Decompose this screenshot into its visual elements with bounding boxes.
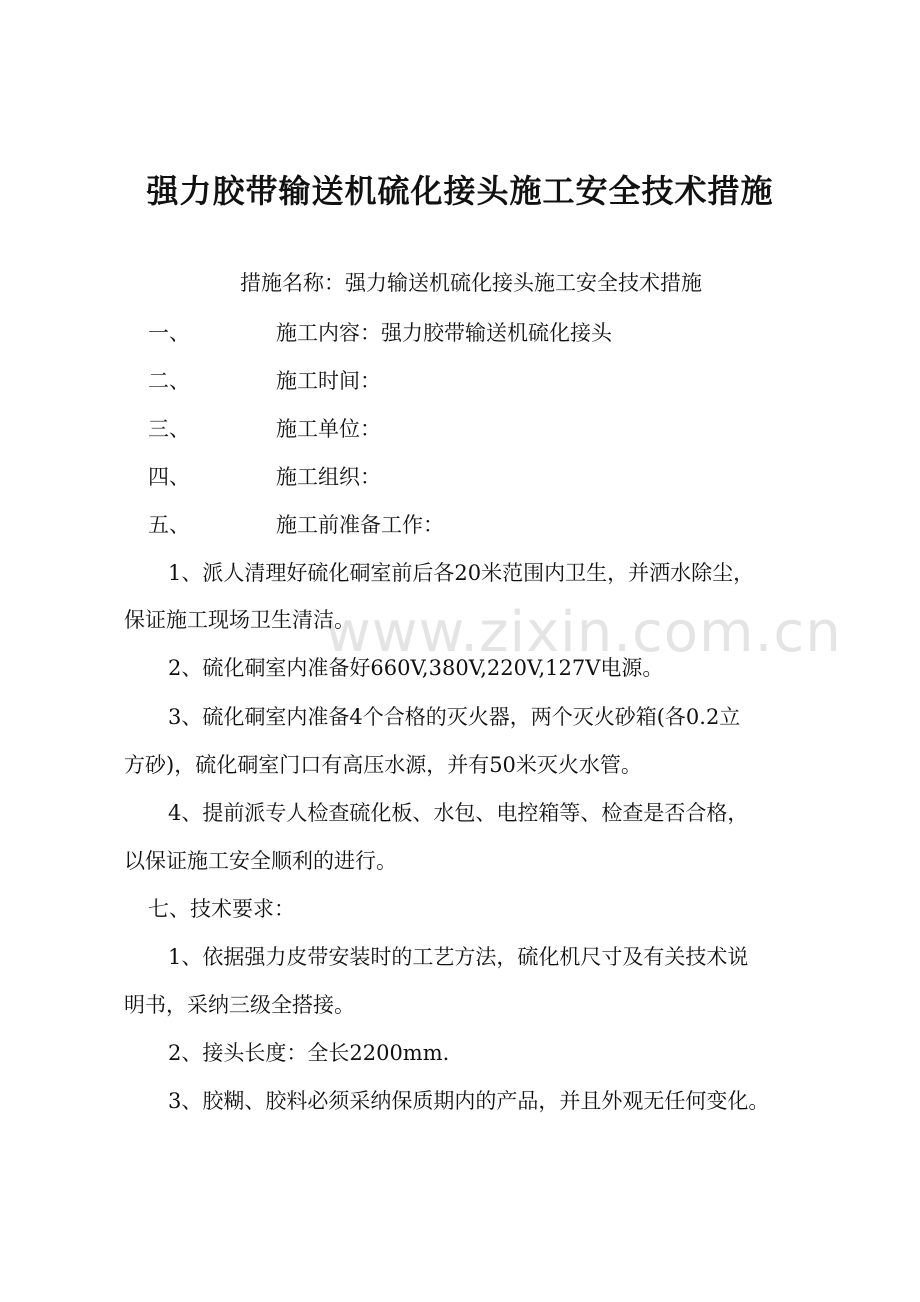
- section-number: 四、: [148, 465, 190, 489]
- prep-item-line: 4、提前派专人检查硫化板、水包、电控箱等、检查是否合格，: [168, 801, 749, 825]
- page-title: 强力胶带输送机硫化接头施工安全技术措施: [146, 172, 774, 210]
- tech-heading: 七、技术要求：: [148, 897, 295, 921]
- measure-name: 措施名称：强力输送机硫化接头施工安全技术措施: [240, 271, 702, 295]
- prep-item-line: 以保证施工安全顺利的进行。: [124, 849, 397, 873]
- prep-item-line: 保证施工现场卫生清洁。: [124, 608, 355, 632]
- section-text: 施工单位：: [276, 417, 381, 441]
- tech-item-line: 3、胶糊、胶料必须采纳保质期内的产品，并且外观无任何变化。: [168, 1089, 770, 1113]
- tech-item-line: 1、依据强力皮带安装时的工艺方法，硫化机尺寸及有关技术说: [168, 945, 749, 969]
- prep-item-line: 1、派人清理好硫化硐室前后各20米范围内卫生，并洒水除尘，: [168, 561, 755, 585]
- tech-item-line: 明书，采纳三级全搭接。: [124, 993, 355, 1017]
- prep-item-line: 方砂)，硫化硐室门口有高压水源，并有50米灭火水管。: [124, 753, 642, 777]
- section-text: 施工前准备工作：: [276, 513, 444, 537]
- watermark: www.zixin.com.cn: [325, 600, 842, 665]
- section-number: 三、: [148, 417, 190, 441]
- section-number: 二、: [148, 369, 190, 393]
- section-text: 施工时间：: [276, 369, 381, 393]
- section-number: 一、: [148, 321, 190, 345]
- tech-item-line: 2、接头长度：全长2200mm.: [168, 1041, 450, 1065]
- prep-item-line: 3、硫化硐室内准备4个合格的灭火器，两个灭火砂箱(各0.2立: [168, 705, 741, 729]
- section-text: 施工组织：: [276, 465, 381, 489]
- section-text: 施工内容：强力胶带输送机硫化接头: [276, 321, 612, 345]
- prep-item-line: 2、硫化硐室内准备好660V,380V,220V,127V电源。: [168, 656, 664, 680]
- section-number: 五、: [148, 513, 190, 537]
